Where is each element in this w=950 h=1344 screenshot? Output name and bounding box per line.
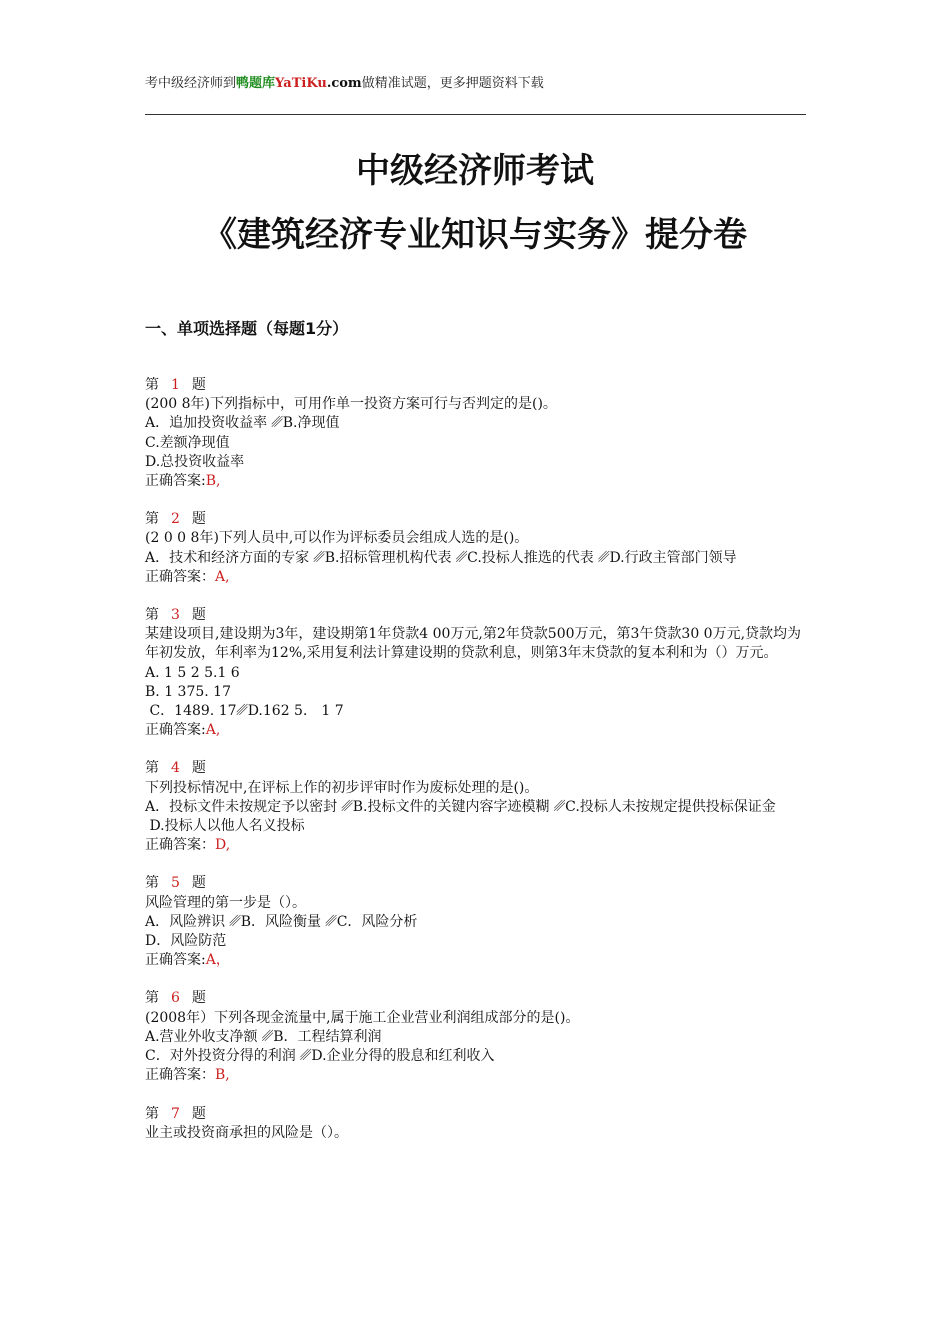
question-heading-suffix: 题 xyxy=(191,990,206,1007)
section-heading: 一、单项选择题（每题1分） xyxy=(145,319,349,338)
question-text-line: A．风险辨识 ␥B．风险衡量 ␥C．风险分析 xyxy=(145,913,418,930)
question-item xyxy=(145,376,810,491)
answer-line xyxy=(145,951,810,970)
answer-label: 正确答案: xyxy=(145,473,206,490)
question-heading xyxy=(145,874,810,893)
question-item xyxy=(145,510,810,587)
question-heading-prefix: 第 xyxy=(145,511,159,528)
answer-line xyxy=(145,568,810,587)
question-heading-prefix: 第 xyxy=(145,377,159,393)
question-text-line: D.投标人以他人名义投标 xyxy=(145,818,305,835)
question-heading-suffix: 题 xyxy=(191,607,206,624)
question-text-line: C.差额净现值 xyxy=(145,434,230,451)
header-domain-name: YaTiKu xyxy=(275,76,327,91)
answer-label: 正确答案： xyxy=(145,568,215,585)
question-heading-suffix: 题 xyxy=(191,511,206,528)
question-text-line: (200 8年)下列指标中，可用作单一投资方案可行与否判定的是()。 xyxy=(145,396,557,413)
question-item xyxy=(145,989,810,1085)
document-title: 中级经济师考试 xyxy=(356,151,594,191)
question-text-line: C．对外投资分得的利润 ␥D.企业分得的股息和红利收入 xyxy=(145,1048,495,1065)
question-text-line: A．投标文件未按规定予以密封 ␥B.投标文件的关键内容字迹模糊 ␥C.投标人未按规定提供投标保证金 xyxy=(145,798,776,815)
question-text-line: 下列投标情况中,在评标上作的初步评审时作为废标处理的是()。 xyxy=(145,779,539,796)
question-text-line: D．风险防范 xyxy=(145,933,227,950)
question-text-line: A．技术和经济方面的专家 ␥B.招标管理机构代表 ␥C.投标人推选的代表 ␥D.行政主管部门领导 xyxy=(145,549,737,566)
question-heading-prefix: 第 xyxy=(145,1105,159,1122)
answer-label: 正确答案： xyxy=(145,1067,215,1084)
question-number: 2 xyxy=(171,511,180,528)
question-text-line: 某建设项目,建设期为3年，建设期第1年贷款4 00万元,第2年贷款500万元，第3午贷款30 0万元,贷款均为年初发放，年利率为12%,采用复利法计算建设期的贷款利息，则第3年末贷款的复本利和为（）万元。 xyxy=(145,626,802,662)
answer-value: A, xyxy=(205,722,221,739)
question-text-line: C．1489. 17␥D.162 5． 1 7 xyxy=(145,703,344,720)
question-text-line: A.营业外收支净额 ␥B．工程结算利润 xyxy=(145,1028,382,1045)
question-heading xyxy=(145,989,810,1008)
header-suffix: 做精准试题，更多押题资料下载 xyxy=(361,76,544,91)
question-heading xyxy=(145,376,810,395)
question-heading xyxy=(145,606,810,625)
header-brand: 鸭题库 xyxy=(236,76,276,91)
answer-value: D, xyxy=(215,837,231,854)
question-number: 5 xyxy=(171,875,180,892)
question-heading xyxy=(145,759,810,778)
question-heading-prefix: 第 xyxy=(145,760,159,777)
question-item xyxy=(145,1105,810,1143)
question-text-line: B. 1 375. 17 xyxy=(145,683,231,700)
question-number: 1 xyxy=(171,377,180,393)
question-text-line: 风险管理的第一步是（）。 xyxy=(145,894,306,911)
question-heading-suffix: 题 xyxy=(191,377,206,393)
question-text-line: (2 0 0 8年)下列人员中,可以作为评标委员会组成人选的是()。 xyxy=(145,530,529,547)
answer-value: B, xyxy=(205,473,221,490)
question-item xyxy=(145,759,810,855)
answer-value: A, xyxy=(215,568,230,585)
question-number: 4 xyxy=(171,760,180,777)
answer-value: A， xyxy=(205,952,230,969)
answer-value: B, xyxy=(215,1067,230,1084)
answer-label: 正确答案: xyxy=(145,722,206,739)
question-heading xyxy=(145,1105,810,1124)
header-prefix: 考中级经济师到 xyxy=(145,76,237,91)
answer-line xyxy=(145,721,810,740)
question-number: 3 xyxy=(171,607,180,624)
question-item xyxy=(145,874,810,970)
answer-label: 正确答案： xyxy=(145,837,215,854)
question-item xyxy=(145,606,810,740)
answer-label: 正确答案: xyxy=(145,952,206,969)
header-divider xyxy=(145,114,806,115)
page-header xyxy=(145,72,544,91)
question-heading xyxy=(145,510,810,529)
question-text-line: A. 1 5 2 5.1 6 xyxy=(145,664,240,681)
question-list xyxy=(145,376,810,1162)
answer-line xyxy=(145,836,810,855)
question-heading-prefix: 第 xyxy=(145,607,159,624)
question-heading-suffix: 题 xyxy=(191,760,206,777)
question-heading-suffix: 题 xyxy=(191,1105,206,1122)
question-text-line: 业主或投资商承担的风险是（）。 xyxy=(145,1124,348,1141)
header-domain-suffix: .com xyxy=(326,76,362,91)
question-heading-prefix: 第 xyxy=(145,875,159,892)
answer-line xyxy=(145,472,810,491)
answer-line xyxy=(145,1066,810,1085)
question-text-line: D.总投资收益率 xyxy=(145,453,245,470)
question-text-line: A．追加投资收益率 ␥B.净现值 xyxy=(145,415,340,432)
question-number: 7 xyxy=(171,1105,180,1122)
question-number: 6 xyxy=(171,990,180,1007)
question-heading-prefix: 第 xyxy=(145,990,159,1007)
question-heading-suffix: 题 xyxy=(191,875,206,892)
question-text-line: (2008年）下列各现金流量中,属于施工企业营业利润组成部分的是()。 xyxy=(145,1009,580,1026)
document-subtitle: 《建筑经济专业知识与实务》提分卷 xyxy=(203,215,747,255)
